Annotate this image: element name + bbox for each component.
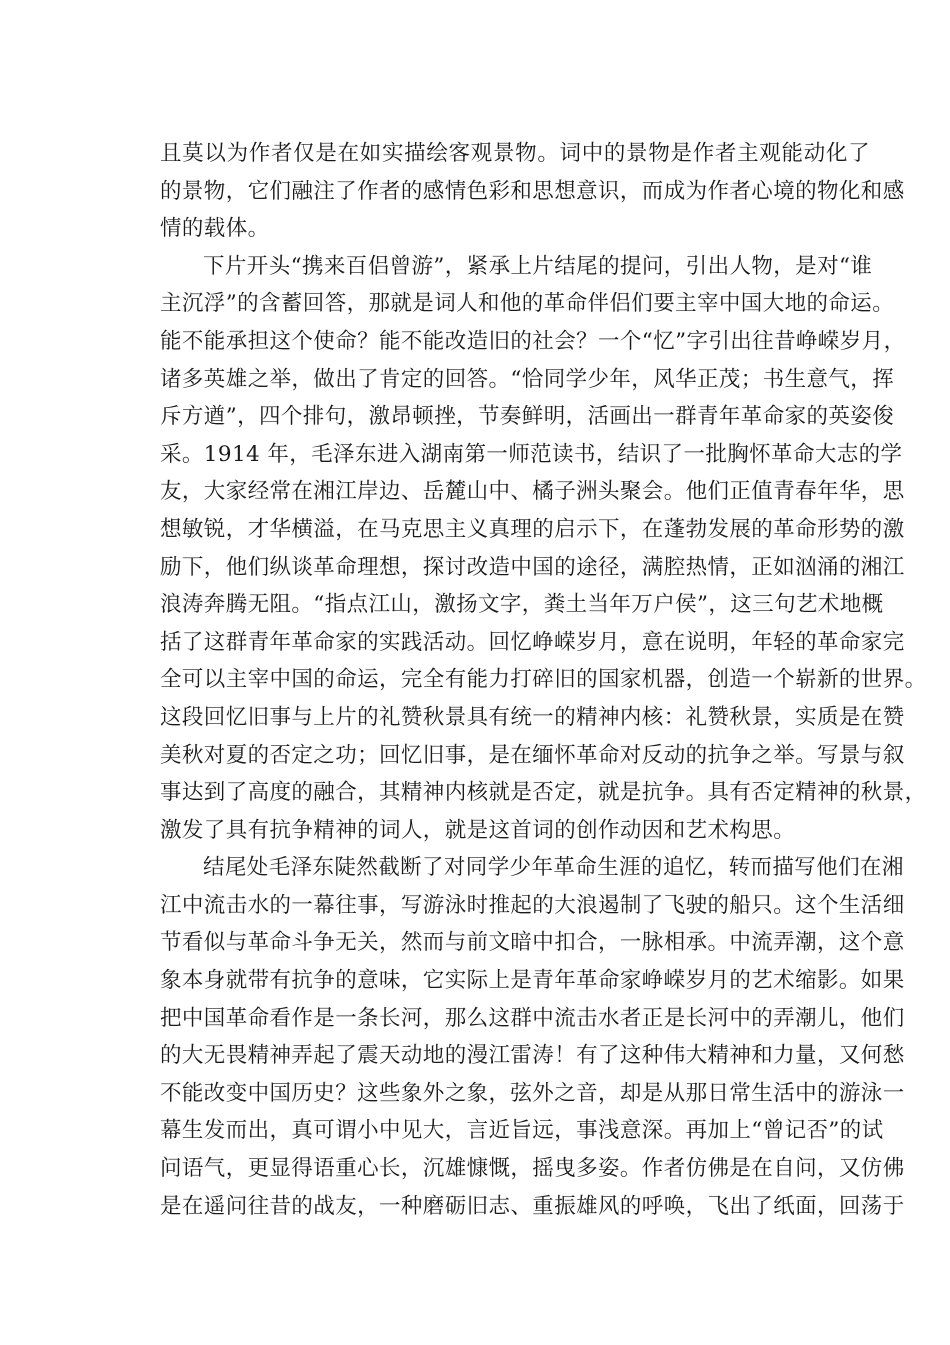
text-line: 且莫以为作者仅是在如实描绘客观景物。词中的景物是作者主观能动化了 bbox=[160, 141, 870, 166]
text-line: 主沉浮”的含蓄回答，那就是词人和他的革命伴侣们要主宰中国大地的命运。 bbox=[160, 291, 895, 317]
text-line: 采。1914 年，毛泽东进入湖南第一师范读书，结识了一批胸怀革命大志的学 bbox=[160, 441, 903, 467]
text-line: 问语气，更显得语重心长，沉雄慷慨，摇曳多姿。作者仿佛是在自问，又仿佛 bbox=[160, 1156, 905, 1182]
body-text bbox=[160, 135, 927, 1225]
text-line: 江中流击水的一幕往事，写游泳时推起的大浪遏制了飞驶的船只。这个生活细 bbox=[160, 892, 905, 918]
text-line: 能不能承担这个使命？能不能改造旧的社会？一个“忆”字引出往昔峥嵘岁月， bbox=[160, 328, 906, 354]
text-line: 的景物，它们融注了作者的感情色彩和思想意识，而成为作者心境的物化和感 bbox=[160, 178, 905, 204]
text-line: 的大无畏精神弄起了震天动地的漫江雷涛！有了这种伟大精神和力量，又何愁 bbox=[160, 1043, 905, 1069]
text-line: 美秋对夏的否定之功；回忆旧事，是在缅怀革命对反动的抗争之举。写景与叙 bbox=[160, 742, 905, 768]
text-line: 诸多英雄之举，做出了肯定的回答。“恰同学少年，风华正茂；书生意气，挥 bbox=[160, 366, 895, 392]
text-line: 想敏锐，才华横溢，在马克思主义真理的启示下，在蓬勃发展的革命形势的激 bbox=[160, 516, 905, 542]
text-line: 激发了具有抗争精神的词人，就是这首词的创作动因和艺术构思。 bbox=[160, 817, 796, 843]
text-line: 这段回忆旧事与上片的礼赞秋景具有统一的精神内核：礼赞秋景，实质是在赞 bbox=[160, 704, 905, 730]
text-line: 是在遥问往昔的战友，一种磨砺旧志、重振雄风的呼唤，飞出了纸面，回荡于 bbox=[160, 1193, 905, 1219]
text-line: 把中国革命看作是一条长河，那么这群中流击水者正是长河中的弄潮儿，他们 bbox=[160, 1005, 905, 1031]
paragraph-1 bbox=[160, 135, 905, 248]
text-line: 下片开头“携来百侣曾游”，紧承上片结尾的提问，引出人物，是对“谁 bbox=[203, 253, 873, 279]
paragraph-2 bbox=[160, 248, 927, 850]
text-line: 幕生发而出，真可谓小中见大，言近旨远，事浅意深。再加上“曾记否”的试 bbox=[160, 1118, 884, 1144]
text-line: 括了这群青年革命家的实践活动。回忆峥嵘岁月，意在说明，年轻的革命家完 bbox=[160, 629, 905, 655]
text-line: 全可以主宰中国的命运，完全有能力打碎旧的国家机器，创造一个崭新的世界。 bbox=[160, 667, 927, 693]
text-line: 情的载体。 bbox=[160, 216, 270, 242]
text-line: 不能改变中国历史？这些象外之象，弦外之音，却是从那日常生活中的游泳一 bbox=[160, 1080, 905, 1106]
text-line: 节看似与革命斗争无关，然而与前文暗中扣合，一脉相承。中流弄潮，这个意 bbox=[160, 930, 905, 956]
text-line: 浪涛奔腾无阻。“指点江山，激扬文字，粪土当年万户侯”，这三句艺术地概 bbox=[160, 592, 884, 618]
text-line: 友，大家经常在湘江岸边、岳麓山中、橘子洲头聚会。他们正值青春年华，思 bbox=[160, 479, 905, 505]
text-line: 斥方遒”，四个排句，激昂顿挫，节奏鲜明，活画出一群青年革命家的英姿俊 bbox=[160, 404, 895, 430]
text-line: 象本身就带有抗争的意味，它实际上是青年革命家峥嵘岁月的艺术缩影。如果 bbox=[160, 968, 905, 994]
text-line: 结尾处毛泽东陡然截断了对同学少年革命生涯的追忆，转而描写他们在湘 bbox=[203, 855, 904, 881]
text-line: 励下，他们纵谈革命理想，探讨改造中国的途径，满腔热情，正如汹涌的湘江 bbox=[160, 554, 905, 580]
paragraph-3 bbox=[160, 849, 905, 1225]
text-line: 事达到了高度的融合，其精神内核就是否定，就是抗争。具有否定精神的秋景， bbox=[160, 780, 927, 806]
